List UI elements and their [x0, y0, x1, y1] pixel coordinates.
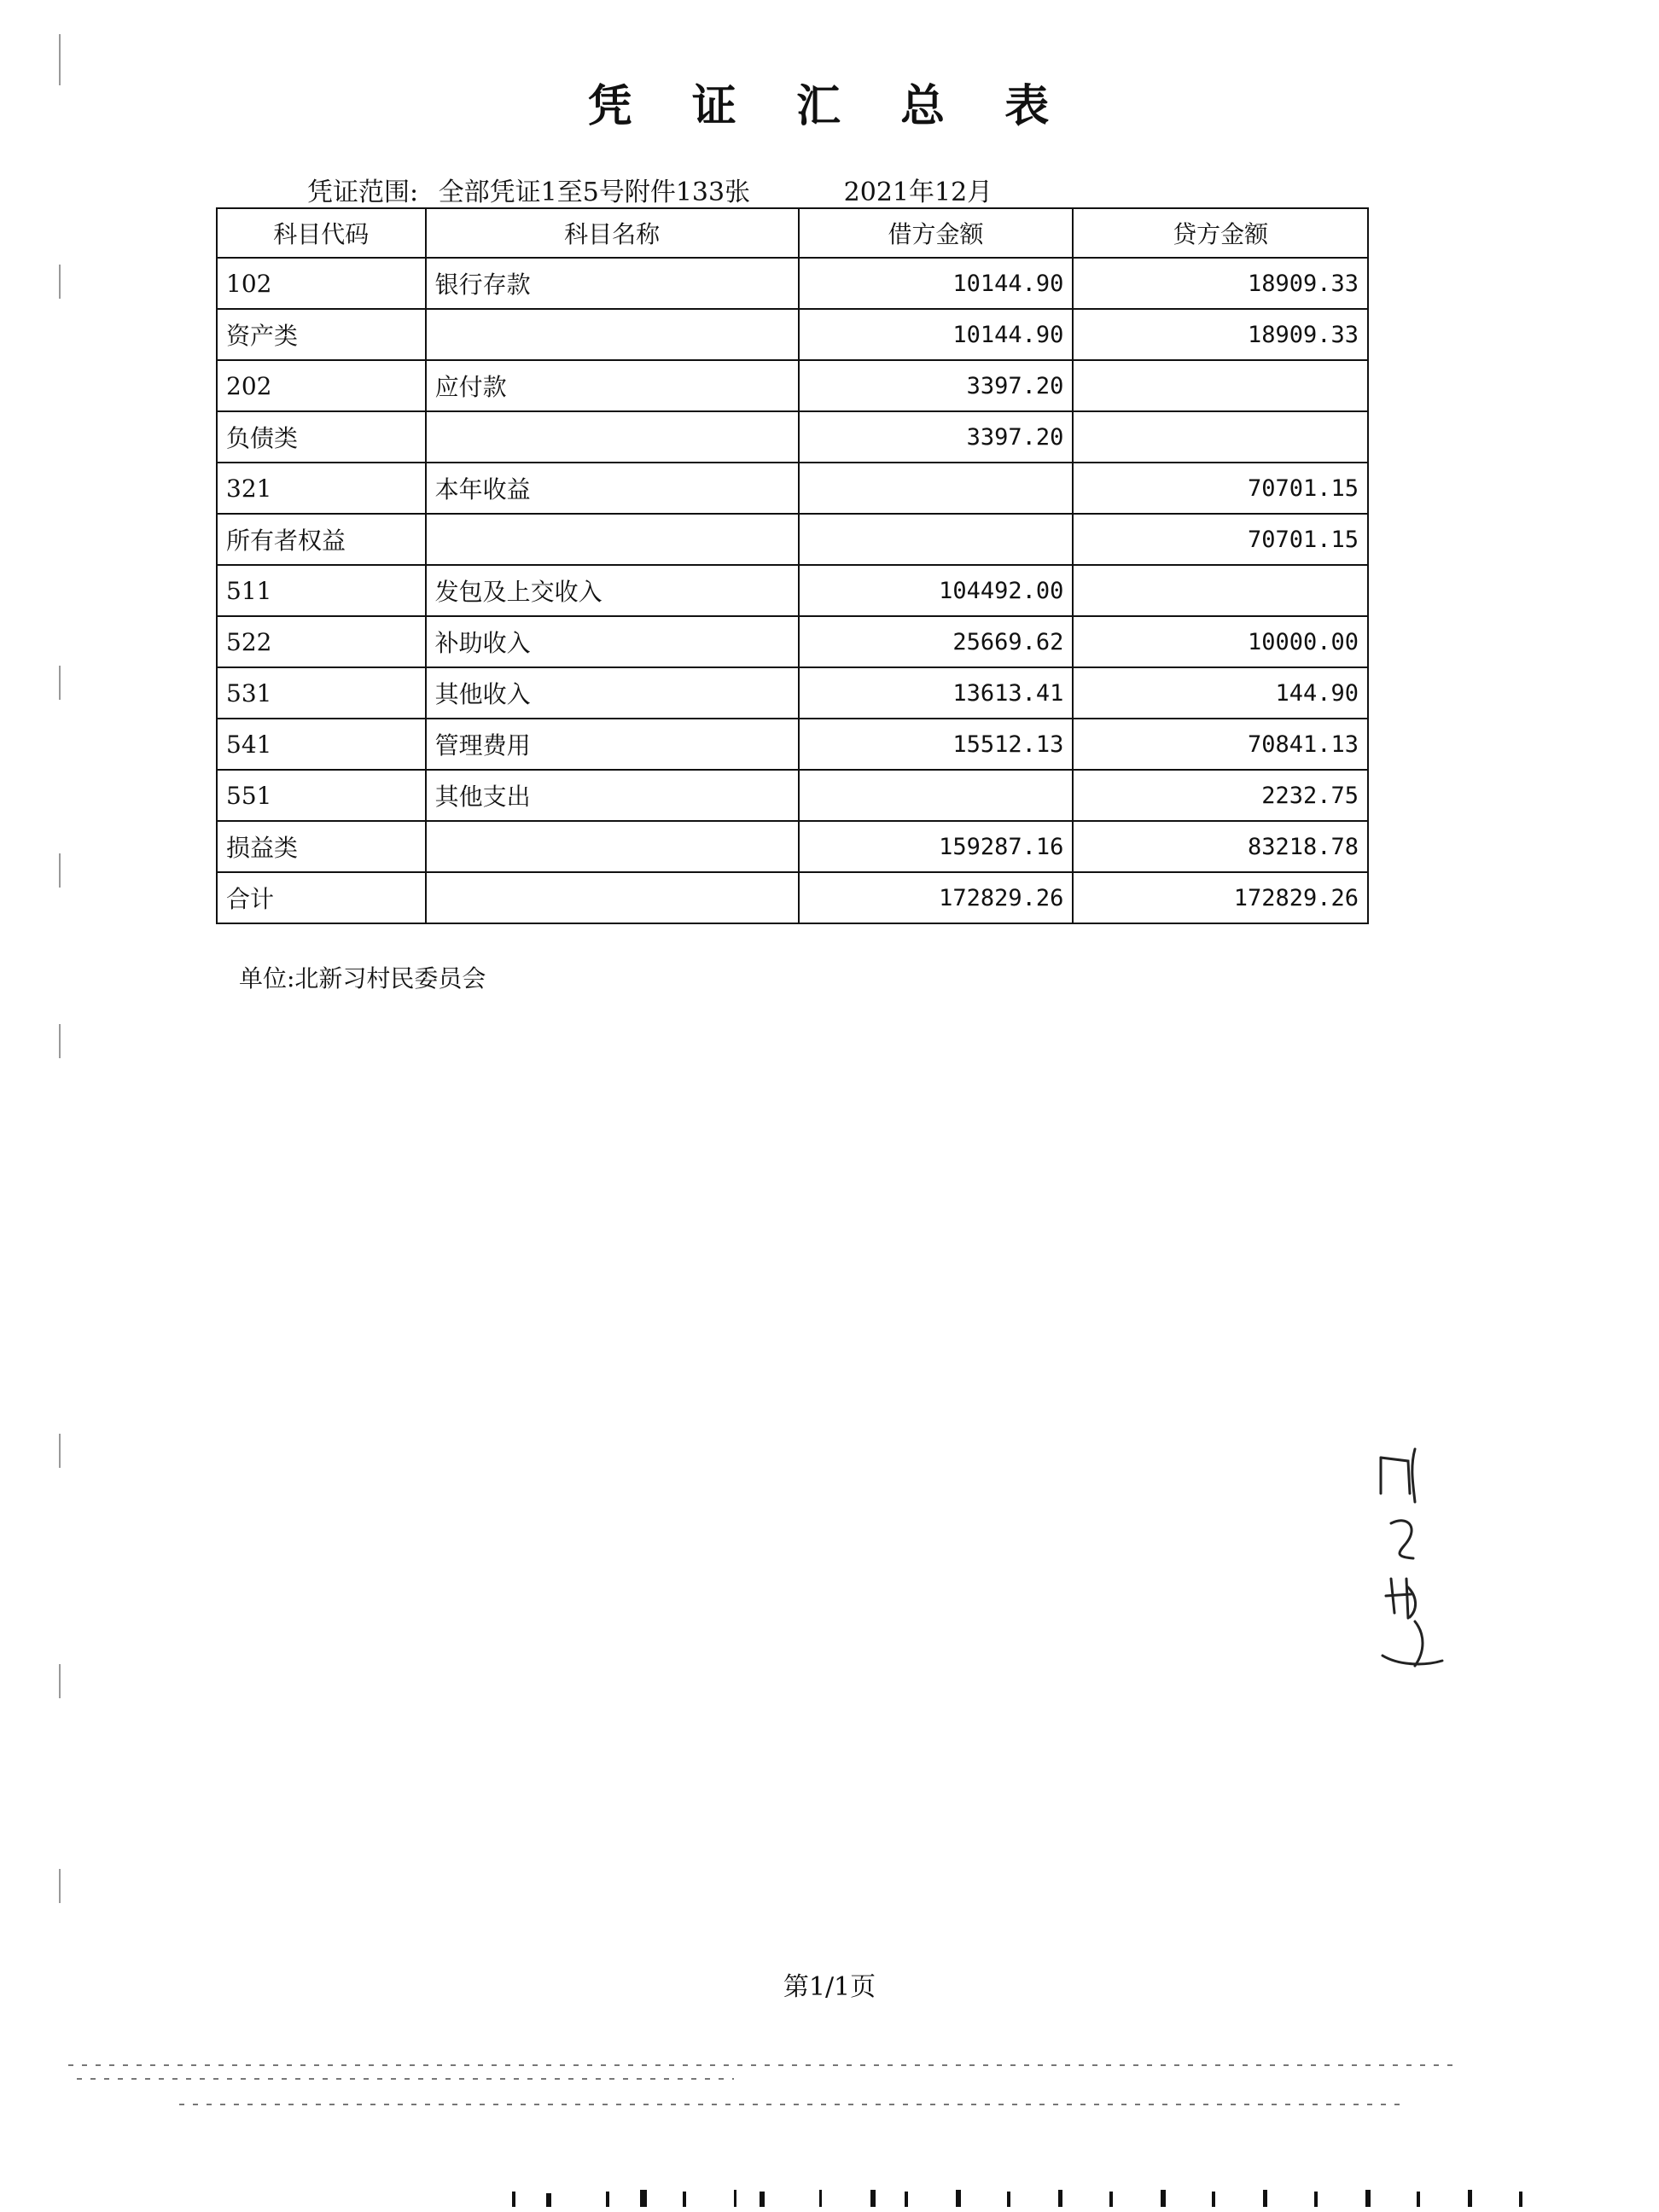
table-body	[217, 258, 1368, 923]
account-code-cell: 522	[217, 616, 426, 667]
column-header-debit: 借方金额	[799, 208, 1074, 258]
credit-amount-cell: 18909.33	[1073, 258, 1368, 309]
table-row	[217, 411, 1368, 463]
account-name-cell	[426, 821, 799, 872]
account-code-cell: 541	[217, 719, 426, 770]
credit-amount-cell: 70701.15	[1073, 463, 1368, 514]
credit-amount-cell: 172829.26	[1073, 872, 1368, 923]
credit-amount-cell	[1073, 360, 1368, 411]
account-name-cell	[426, 872, 799, 923]
account-name-cell	[426, 514, 799, 565]
table-header-row	[217, 208, 1368, 258]
debit-amount-cell: 25669.62	[799, 616, 1074, 667]
credit-amount-cell: 144.90	[1073, 667, 1368, 719]
account-code-cell: 损益类	[217, 821, 426, 872]
debit-amount-cell	[799, 770, 1074, 821]
debit-amount-cell	[799, 514, 1074, 565]
account-name-cell: 补助收入	[426, 616, 799, 667]
table-row	[217, 258, 1368, 309]
account-code-cell: 202	[217, 360, 426, 411]
table-row	[217, 821, 1368, 872]
credit-amount-cell: 2232.75	[1073, 770, 1368, 821]
debit-amount-cell: 15512.13	[799, 719, 1074, 770]
account-name-cell	[426, 309, 799, 360]
scan-noise	[51, 2048, 1604, 2210]
debit-amount-cell: 10144.90	[799, 309, 1074, 360]
page-title: 凭 证 汇 总 表	[587, 80, 1072, 132]
account-code-cell: 所有者权益	[217, 514, 426, 565]
table-row	[217, 872, 1368, 923]
period: 2021年12月	[843, 178, 993, 207]
account-name-cell: 发包及上交收入	[426, 565, 799, 616]
account-code-cell: 合计	[217, 872, 426, 923]
unit-label: 单位:北新习村民委员会	[239, 964, 486, 992]
table-row	[217, 719, 1368, 770]
voucher-meta	[307, 171, 992, 208]
account-code-cell: 321	[217, 463, 426, 514]
account-code-cell: 资产类	[217, 309, 426, 360]
credit-amount-cell	[1073, 411, 1368, 463]
table-row	[217, 309, 1368, 360]
credit-amount-cell: 83218.78	[1073, 821, 1368, 872]
credit-amount-cell: 70841.13	[1073, 719, 1368, 770]
account-name-cell: 本年收益	[426, 463, 799, 514]
account-name-cell: 其他收入	[426, 667, 799, 719]
handwritten-note	[1365, 1442, 1468, 1681]
credit-amount-cell: 18909.33	[1073, 309, 1368, 360]
column-header-credit: 贷方金额	[1073, 208, 1368, 258]
voucher-summary-table	[216, 207, 1369, 924]
debit-amount-cell: 13613.41	[799, 667, 1074, 719]
debit-amount-cell: 172829.26	[799, 872, 1074, 923]
column-header-code: 科目代码	[217, 208, 426, 258]
debit-amount-cell: 10144.90	[799, 258, 1074, 309]
credit-amount-cell: 70701.15	[1073, 514, 1368, 565]
credit-amount-cell: 10000.00	[1073, 616, 1368, 667]
debit-amount-cell: 3397.20	[799, 360, 1074, 411]
account-name-cell	[426, 411, 799, 463]
table-row	[217, 770, 1368, 821]
debit-amount-cell	[799, 463, 1074, 514]
table-row	[217, 514, 1368, 565]
table-row	[217, 667, 1368, 719]
table-row	[217, 360, 1368, 411]
account-name-cell: 应付款	[426, 360, 799, 411]
account-name-cell: 银行存款	[426, 258, 799, 309]
account-code-cell: 负债类	[217, 411, 426, 463]
range-label: 凭证范围:	[307, 178, 419, 207]
account-code-cell: 511	[217, 565, 426, 616]
column-header-name: 科目名称	[426, 208, 799, 258]
table-row	[217, 463, 1368, 514]
account-name-cell: 其他支出	[426, 770, 799, 821]
credit-amount-cell	[1073, 565, 1368, 616]
debit-amount-cell: 3397.20	[799, 411, 1074, 463]
debit-amount-cell: 159287.16	[799, 821, 1074, 872]
account-code-cell: 531	[217, 667, 426, 719]
scan-edge-marks	[51, 0, 68, 2048]
account-name-cell: 管理费用	[426, 719, 799, 770]
account-code-cell: 102	[217, 258, 426, 309]
account-code-cell: 551	[217, 770, 426, 821]
table-row	[217, 616, 1368, 667]
range-value: 全部凭证1至5号附件133张	[438, 178, 751, 207]
table-row	[217, 565, 1368, 616]
page-number: 第1/1页	[783, 1972, 876, 2002]
debit-amount-cell: 104492.00	[799, 565, 1074, 616]
